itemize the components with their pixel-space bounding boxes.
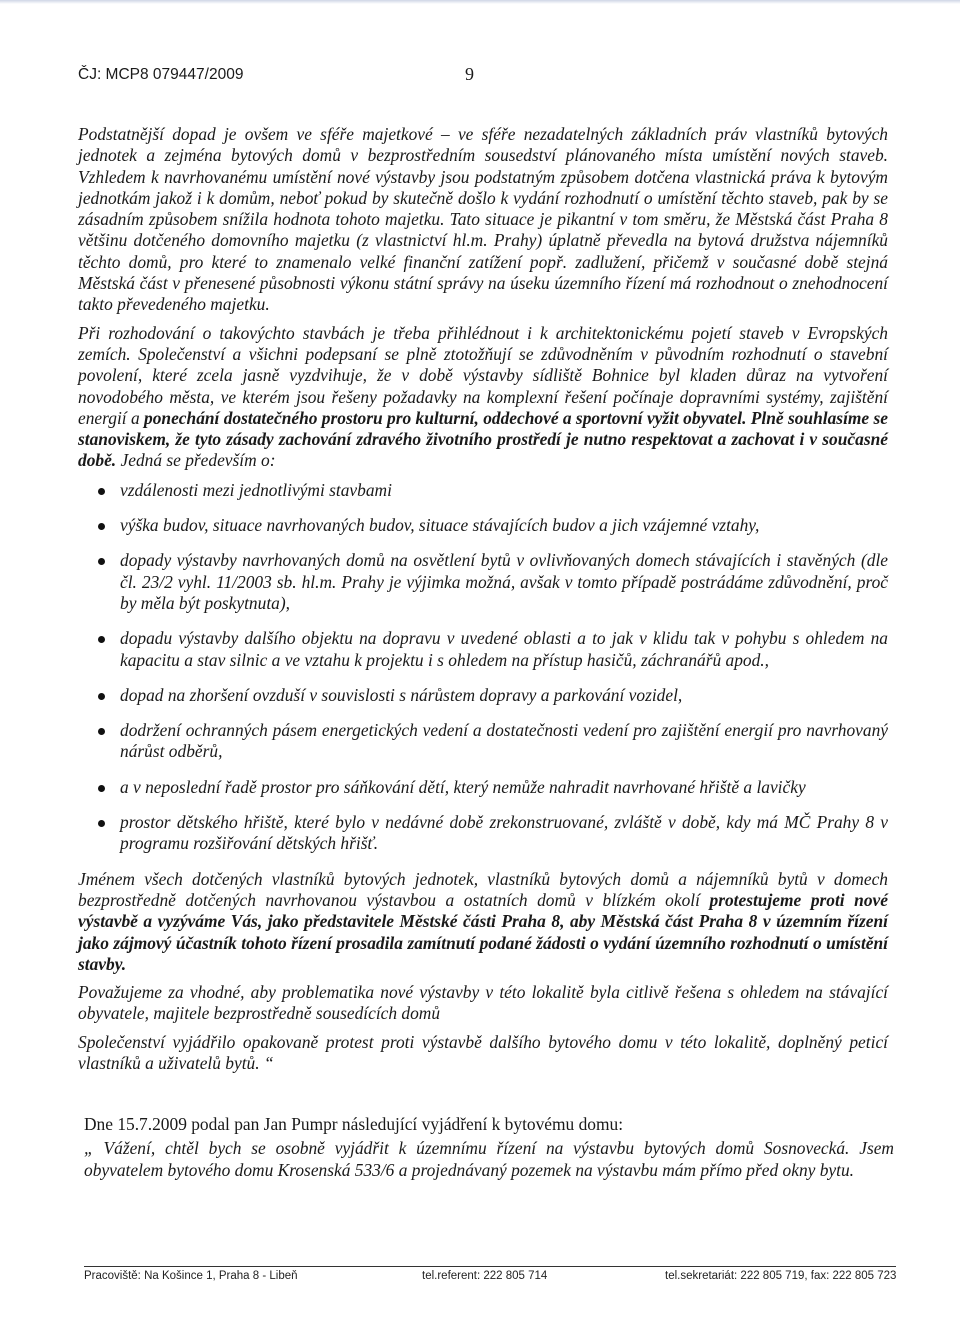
page-number: 9 [465,64,474,84]
list-item: výška budov, situace navrhovaných budov, situace stávajících budov a jich vzájemné vztahy, [78,515,888,536]
paragraph-protest [78,869,888,975]
concerns-list [78,480,888,855]
paragraph-architecture-start: Při rozhodování o takovýchto stavbách je třeba přihlédnout i k architektonickému pojetí staveb v Evropských zemích. Společenství a všichni podepsaní se plně ztotožňují se zdůvodněním v původním rozhodnutí o stavební povolení, které zcela jasně vyzdvihuje, že v době výstavby sídliště Bohnice byl kladen důraz na vytvoření novodobého města, ve kterém jsou řešeny požadavky na komplexní řešení počínaje dopravními systémy, zajištění energií a [78,322,888,428]
paragraph-petition: Společenství vyjádřilo opakovaně protest proti výstavbě dalšího bytového domu v této lokalitě, doplněný peticí vlastníků a uživatelů bytů. “ [78,1031,888,1073]
paragraph-architecture-end: Jedná se především o: [116,450,276,471]
list-item: dopadu výstavby dalšího objektu na dopravu v uvedené oblasti a to jak v klidu tak v pohybu s ohledem na kapacitu a stav silnic a ve vztahu k projektu i s ohledem na přístup hasičů, záchranářů apod., [78,628,888,671]
list-item: dopady výstavby navrhovaných domů na osvětlení bytů v ovlivňovaných domech stávajících i stavěných (dle čl. 23/2 vyhl. 11/2003 sb. hl.m. Prahy je výjimka možná, avšak v tomto případě postrádáme zdůvodnění, proč by měla být poskytnuta), [78,550,888,614]
list-item: dopad na zhoršení ovzduší v souvislosti s nárůstem dopravy a parkování vozidel, [78,685,888,706]
bullet-icon [98,523,105,530]
list-item: a v neposlední řadě prostor pro sáňkování dětí, který nemůže nahradit navrhované hřiště a lavičky [78,777,888,798]
reference-number: ČJ: MCP8 079447/2009 [78,66,244,83]
paragraph-protest-bold: protestujeme proti nové výstavbě a vyzýváme Vás, jako představitele Městské části Praha 8, aby Městská část Praha 8 v územním řízení jako zájmový účastník tohoto řízení prosadila zamítnutí podané žádosti o vydání územního rozhodnutí o umístění stavby. [78,889,888,974]
bullet-icon [98,636,105,643]
paragraph-architecture-bold: ponechání dostatečného prostoru pro kulturní, oddechové a sportovní vyžit obyvatel. Plně souhlasíme se stanoviskem, že tyto zásady zachování zdravého životního prostředí je nutno respektovat a zachovat i v současné době. [78,407,888,471]
paragraph-protest-start: Jménem všech dotčených vlastníků bytových jednotek, vlastníků bytových domů a nájemníků bytů v domech bezprostředně dotčených navrhovanou výstavbou a ostatních domů v blízkém okolí [78,868,888,910]
statement-quote: „ Vážení, chtěl bych se osobně vyjádřit k územnímu řízení na výstavbu bytových domů Sosnovecká. Jsem obyvatelem bytového domu Krosenská 533/6 a projednávaný pozemek na výstavbu mám přímo před okny bytu. [84,1138,894,1180]
footer-workplace: Pracoviště: Na Košince 1, Praha 8 - Libeň [84,1270,298,1282]
bullet-icon [98,785,105,792]
list-item: vzdálenosti mezi jednotlivými stavbami [78,480,888,501]
footer-tel-referent: tel.referent: 222 805 714 [422,1270,548,1282]
bullet-icon [98,820,105,827]
statement-intro: Dne 15.7.2009 podal pan Jan Pumpr následující vyjádření k bytovému domu: [84,1114,624,1134]
paragraph-property-impact: Podstatnější dopad je ovšem ve sféře majetkové – ve sféře nezadatelných základních práv vlastníků bytových jednotek a zejména bytových domů v bezprostředním sousedství plánovaného místa umístění nových staveb. Vzhledem k navrhovanému umístění nové výstavby jsou podstatným způsobem dotčena vlastnická práva k bytovým jednotkám jakož i k domům, neboť pokud by skutečně došlo k vydání rozhodnutí o umístění těchto staveb, pak by se zásadním způsobem snížila hodnota tohoto majetku. Tato situace je pikantní v tom směru, že Městská část Praha 8 většinu dotčeného domovního majetku (z vlastnictví hl.m. Prahy) úplatně převedla na bytová družstva nájemníků těchto domů, pro které to znamenalo velké finanční zatížení popř. zadlužení, přičemž v současné době stejná Městská část v přenesené působnosti výkonu státní správy na úseku územního řízení má rozhodnout o znehodnocení takto převedeného majetku. [78,124,888,315]
document-body [78,124,888,1081]
bullet-icon [98,558,105,565]
paragraph-suitability: Považujeme za vhodné, aby problematika nové výstavby v této lokalitě byla citlivě řešena s ohledem na stávající obyvatele, majitele bezprostředně sousedících domů [78,982,888,1024]
paragraph-architecture [78,323,888,472]
list-item: dodržení ochranných pásem energetických vedení a dostatečnosti vedení pro zajištění energií pro navrhovaný nárůst odběrů, [78,720,888,763]
bullet-icon [98,693,105,700]
bullet-icon [98,488,105,495]
footer-divider [84,1266,896,1267]
bullet-icon [98,728,105,735]
scan-edge [0,0,960,4]
list-item: prostor dětského hřiště, které bylo v nedávné době zrekonstruované, zvláště v době, kdy má MČ Prahy 8 v programu rozšiřování dětských hřišť. [78,812,888,855]
footer-tel-secretariat: tel.sekretariát: 222 805 719, fax: 222 805 723 [665,1270,897,1282]
